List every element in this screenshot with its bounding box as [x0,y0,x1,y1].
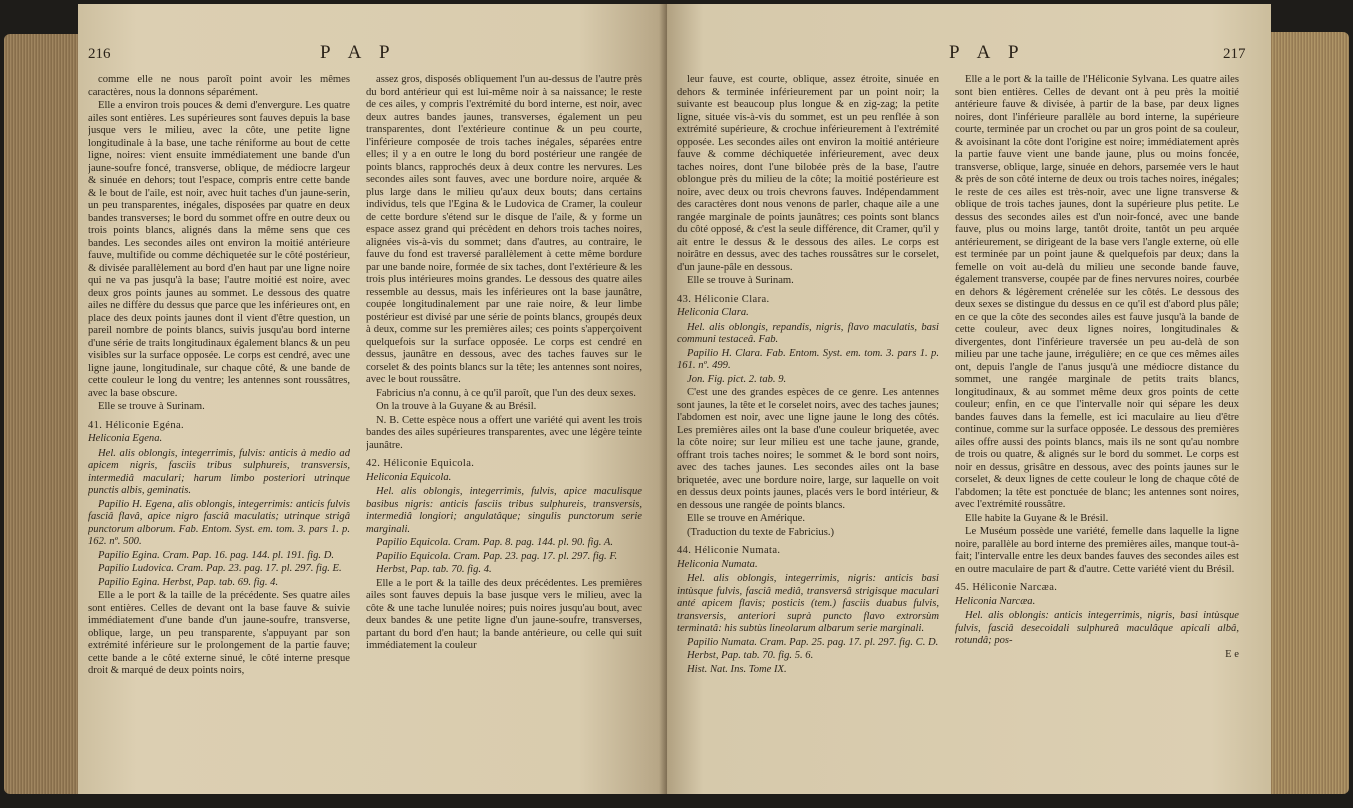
reference: Papilio Ludovica. Cram. Pap. 23. pag. 17. pl. 297. fig. E. [98,563,342,574]
latin-diagnosis: Hel. alis oblongis, integerrimis, nigris: anticis basi intùsque fulvis, fasciâ mediâ, transversâ strigisque maculari anté apicem flavis; posticis (tem.) fasciis duabus fulvis, transversis, anteriori suprà puncto flavo extrorsùm terminatâ: his subtùs lineolarum albarum serie marginali. [677,573,939,634]
right-running-head: P A P [949,42,1026,63]
left-page [78,4,667,794]
paragraph: assez gros, disposés obliquement l'un au-dessus de l'autre près du bord antérieur qui est lui-même noir à sa naissance; le reste de ces ailes, y compris l'extrémité du bord interne, est noir, avec deux autres bandes jaunes, transverses, également un peu transparentes, dont l'extérieure continue & un peu courte, l'inférieure composée de trois taches inégales, séparées entre elles; il y a en outre le long du bord postérieur une rangée de points blancs, rapprochés deux à deux contre les nervures. Les secondes ailes sont fauves, avec une bordure noire, arquée & plus large dans le milieu qu'aux deux bouts; dans certains individus, tels que l'Egina & le Ludovica de Cramer, la couleur de cette bordure s'étend sur le disque de l'aile, & y forme un espace assez grand qui précèdent en dehors trois taches noires, alignées vis-à-vis du sommet; dans d'autres, au contraire, le fauve du fond est traversé parallèlement à cette même bordure par une bande noire, formée de six taches, dont l'extérieure & les trois plus intérieures moins grandes. Le dessous des quatre ailes ressemble au dessus, mais les inférieures ont la base jaunâtre, coupée longitudinalement par une raie noire, & leur limbe postérieur est divisé par une série de points blancs, groupés deux à deux, comme sur les premières ailes; ces points s'apperçoivent quelquefois sur la surface opposée. Le corps est cendré en dessus, jaunâtre en dessous, avec des taches fauves sur le corselet & des points blancs sur la tête; les antennes sont noires, avec le bout roussâtre. [366,74,642,385]
paragraph: Elle se trouve à Surinam. [687,275,794,286]
reference: Papilio Equicola. Cram. Pap. 8. pag. 144. pl. 90. fig. A. [376,537,613,548]
paragraph: N. B. Cette espèce nous a offert une variété qui avent les trois bandes des ailes supérieures transparentes, avec une légère teinte jaunâtre. [366,414,642,451]
paragraph: comme elle ne nous paroît point avoir les mêmes caractères, nous la donnons séparément. [88,74,350,98]
paragraph: Fabricius n'a connu, à ce qu'il paroît, que l'un des deux sexes. [376,387,636,399]
left-running-head: P A P [320,42,397,63]
latin-name: Heliconia Equicola. [366,471,452,483]
right-page [667,4,1271,794]
paragraph: Elle a le port & la taille de l'Héliconie Sylvana. Les quatre ailes sont bien entières. Celles de devant ont à peu près la moitié antérieure fauve & divisée, à partir de la base, par deux lignes noires, dont l'inférieure parallèle au bord interne, la supérieure courte, terminée par un crochet ou par un gros point de sa couleur, & avoisinant la côte dont l'origine est noire; immédiatement après la partie fauve vient une bande jaune, plus ou moins foncée, transverse, oblique, large, sinuée en dehors, parsemée vers le haut & près de son côté interne de deux ou trois taches noires, inégales; le reste de ces ailes est très-noir, avec une ligne transverse & oblique de trois taches jaunes, dont la supérieure plus petite. Le dessus des secondes ailes est d'un noir-foncé, avec une bande fauve, plus ou moins large, tantôt droite, tantôt un peu arquée antérieurement, se dirigeant de la base vers l'angle externe, où elle est terminée par un point jaune & quelquefois par deux; dans la femelle on voit au-delà du milieu une seconde bande fauve, également transverse, coupée par de fines nervures noires, courbée en dehors & légèrement crénelée sur les côtés. Le dessous des deux sexes se distingue du dessus en ce qu'il est d'abord plus pâle; en ce que la côte des secondes ailes est fauve jusqu'à la bande de cette couleur, avec deux lignes noires, longitudinales & divergentes, dont l'inférieure traversée un peu au-delà de son milieu par une tache jaune, irrégulière; en ce que ces mêmes ailes ont, depuis l'angle de l'anus jusqu'à une médiocre distance du sommet, une rangée marginale de petits traits blancs, longitudinaux, & au sommet même deux gros points de cette couleur; enfin, en ce que l'intervalle noir qui sépare les deux bandes fauves dans la femelle, est ici maculaire au lieu d'être continue, comme sur la surface opposée. Le dessous des premières ailes offre aussi des points blancs, mais ils ne sont qu'au nombre de trois ou quatre, & alignés sur le bord du sommet. Le corps est noir en dessus, grisâtre en dessous, avec des points jaunes sur le corselet, & deux lignes de cette couleur le long de chaque côté de l'abdomen; la tête est ponctuée de blanc; les antennes sont noires, avec l'extrémité roussâtre. [955,74,1239,510]
entry-heading: 42. Héliconie Equicola. [366,458,475,469]
left-page-number: 216 [88,46,111,62]
reference: Papilio Equicola. Cram. Pap. 23. pag. 17. pl. 297. fig. F. [376,550,618,562]
entry-heading: 45. Héliconie Narcæa. [955,582,1058,593]
reference: Hist. Nat. Ins. Tome IX. [687,663,787,675]
reference: Papilio Egina. Cram. Pap. 16. pag. 144. pl. 191. fig. D. [98,549,335,561]
entry-heading: 41. Héliconie Egéna. [88,419,185,431]
latin-name: Heliconia Egena. [88,433,163,444]
right-page-column-2 [955,74,1239,782]
signature-mark: E e [1225,648,1239,660]
right-page-edges [1269,32,1349,794]
latin-diagnosis: Hel. alis oblongis: anticis integerrimis, nigris, basi intùsque fulvis, fasciâ desecoidali sulphureâ maculâque apicali albâ, rotundâ; pos- [955,610,1239,646]
reference: Papilio H. Egena, alis oblongis, integerrimis: anticis fulvis fasciâ flavâ, apice nigro fasciâ maculatis; utrinque strigâ punctorum alborum. Fab. Entom. Syst. em. tom. 3. pars 1. p. 162. nº. 500. [88,498,350,547]
reference: Papilio H. Clara. Fab. Entom. Syst. em. tom. 3. pars 1. p. 161. nº. 499. [677,347,939,371]
left-page-column-2 [366,74,642,782]
reference: Herbst, Pap. tab. 70. fig. 4. [376,564,492,575]
paragraph: Elle a environ trois pouces & demi d'envergure. Les quatre ailes sont entières. Les supérieures sont fauves depuis la base jusque vers le milieu, avec la côte, une petite ligne longitudinale à la base, une tache réniforme au bout de cette ligne, noires: vient ensuite immédiatement une bande d'un jaune-soufre foncé, transverse, oblique, de médiocre largeur & sinuée en dehors; tout l'espace, compris entre cette bande & le bout de l'aile, est noir, avec huit taches d'un jaune-serin, un peu transparentes, inégales, disposées par quatre en deux bandes transverses; le bord du sommet offre en outre deux ou trois points blancs, alignés dans la même sens que ces bandes. Les secondes ailes ont environ la moitié antérieure fauve, multifide ou comme déchiquetée sur le côté postérieur, & divisée parallèlement au bord d'en haut par une ligne noire qui ne va pas jusqu'à la base; l'autre moitié est noire, avec deux gros points jaunes au sommet. Le dessous des quatre ailes ne diffère du dessus que parce que les inférieures ont, en place des deux points jaunes dont il vient d'être question, un pareil nombre de points blancs, suivis jusqu'au bord interne d'une série de traits longitudinaux également blancs & un peu visibles sur la surface opposée. Le corps est cendré, avec une ligne jaune, longitudinale, sur chaque côté, & une bande de cette couleur le long du ventre; les antennes sont roussâtres, avec la base obscure. [88,100,350,399]
open-book [4,4,1349,804]
entry-heading: 44. Héliconie Numata. [677,545,781,556]
reference: Jon. Fig. pict. 2. tab. 9. [687,373,787,385]
latin-name: Heliconia Clara. [677,307,749,318]
latin-diagnosis: Hel. alis oblongis, integerrimis, fulvis: anticis à medio ad apicem nigris, fasciis tribus sulphureis, transversis, intermediâ maculari; harum limbo posteriori utrinque punctis albis, geminatis. [88,447,350,496]
paragraph: leur fauve, est courte, oblique, assez étroite, sinuée en dehors & terminée inférieurement par un point noir; la suivante est beaucoup plus longue & en zig-zag; la petite ligne, située vis-à-vis du sommet, est un peu renflée à son extrémité supérieure, & crochue inférieurement à l'extrémité opposée. Les secondes ailes ont environ la moitié antérieure fauve & comme déchiquetée inférieurement, avec deux taches noires, dont l'une bilobée près de la base, l'autre oblongue près du milieu de la côte; la moitié postérieure est noire, avec deux ou trois chevrons fauves. Indépendamment des caractères dont nous venons de parler, chaque aile a une rangée marginale de points jaunâtres; ces points sont blancs du côté opposé, & c'est la seule différence, dit Cramer, qu'il y ait entre le dessus & le dessous des ailes. Le corps est noirâtre en dessus, avec des taches roussâtres sur le corselet, d'un jaune-pâle en dessous. [677,74,939,273]
paragraph: Elle se trouve à Surinam. [98,401,205,412]
paragraph: Le Muséum possède une variété, femelle dans laquelle la ligne noire, parallèle au bord interne des premières ailes, manque tout-à-fait; l'intervalle entre les deux bandes fauves des secondes ailes est en outre maculaire de part & d'autre. Cette variété vient du Brésil. [955,526,1239,575]
paragraph: Elle habite la Guyane & le Brésil. [965,512,1109,524]
reference: Herbst, Pap. tab. 70. fig. 5. 6. [687,650,814,661]
paragraph: On la trouve à la Guyane & au Brésil. [376,401,537,412]
left-page-column-1 [88,74,350,782]
reference: Papilio Numata. Cram. Pap. 25. pag. 17. pl. 297. fig. C. D. [687,636,939,648]
paragraph: Elle se trouve en Amérique. [687,513,805,524]
paragraph: C'est une des grandes espèces de ce genre. Les antennes sont jaunes, la tête et le corselet noirs, avec des taches jaunes; l'abdomen est noir, avec une ligne jaune le long des côtés. Les premières ailes ont la base d'une couleur briquetée, avec la côte noire; sur leur milieu est une tache jaune, grande, offrant trois taches noires; le sommet & le bord sont noirs, avec des taches jaunes. Les secondes ailes ont la base briquetée, avec une bordure noire, large, sur laquelle on voit en dessus deux points jaunes, placés vers le bord intérieur, & en dessous une rangée de points blancs. [677,387,939,511]
paragraph: Elle a le port & la taille des deux précédentes. Les premières ailes sont fauves depuis la base jusque vers le milieu, avec la côte & une tache lunulée noires; puis noires jusqu'au bout, avec deux bandes & une petite ligne d'un jaune-soufre, transverses, partant du bord d'en haut; la bande antérieure, ou celle qui suit immédiatement la couleur [366,577,642,651]
latin-name: Heliconia Numata. [677,558,758,570]
right-page-column-1 [677,74,939,782]
reference: Papilio Egina. Herbst, Pap. tab. 69. fig. 4. [98,576,279,588]
left-page-edges [4,34,78,794]
latin-name: Heliconia Narcæa. [955,595,1036,607]
entry-heading: 43. Héliconie Clara. [677,293,770,305]
paragraph: (Traduction du texte de Fabricius.) [687,526,835,538]
latin-diagnosis: Hel. alis oblongis, integerrimis, fulvis, apice maculisque basibus nigris: anticis fasciis tribus sulphureis, transversis, intermediâ longiori; angulatâque; singulis punctorum serie marginali. [366,486,642,535]
right-page-number: 217 [1223,46,1246,62]
latin-diagnosis: Hel. alis oblongis, repandis, nigris, flavo maculatis, basi communi testaceâ. Fab. [677,321,939,345]
paragraph: Elle a le port & la taille de la précédente. Ses quatre ailes sont entières. Celles de devant ont la base fauve & suivie immédiatement d'une bande d'un jaune-soufre, transverse, oblique, large, un peu transparente, s'appuyant par son extrémité inférieure sur le prolongement de la partie fauve; cette bande a le côté externe sinué, le côté interne presque droit & marqué de deux points noirs, [88,590,350,676]
